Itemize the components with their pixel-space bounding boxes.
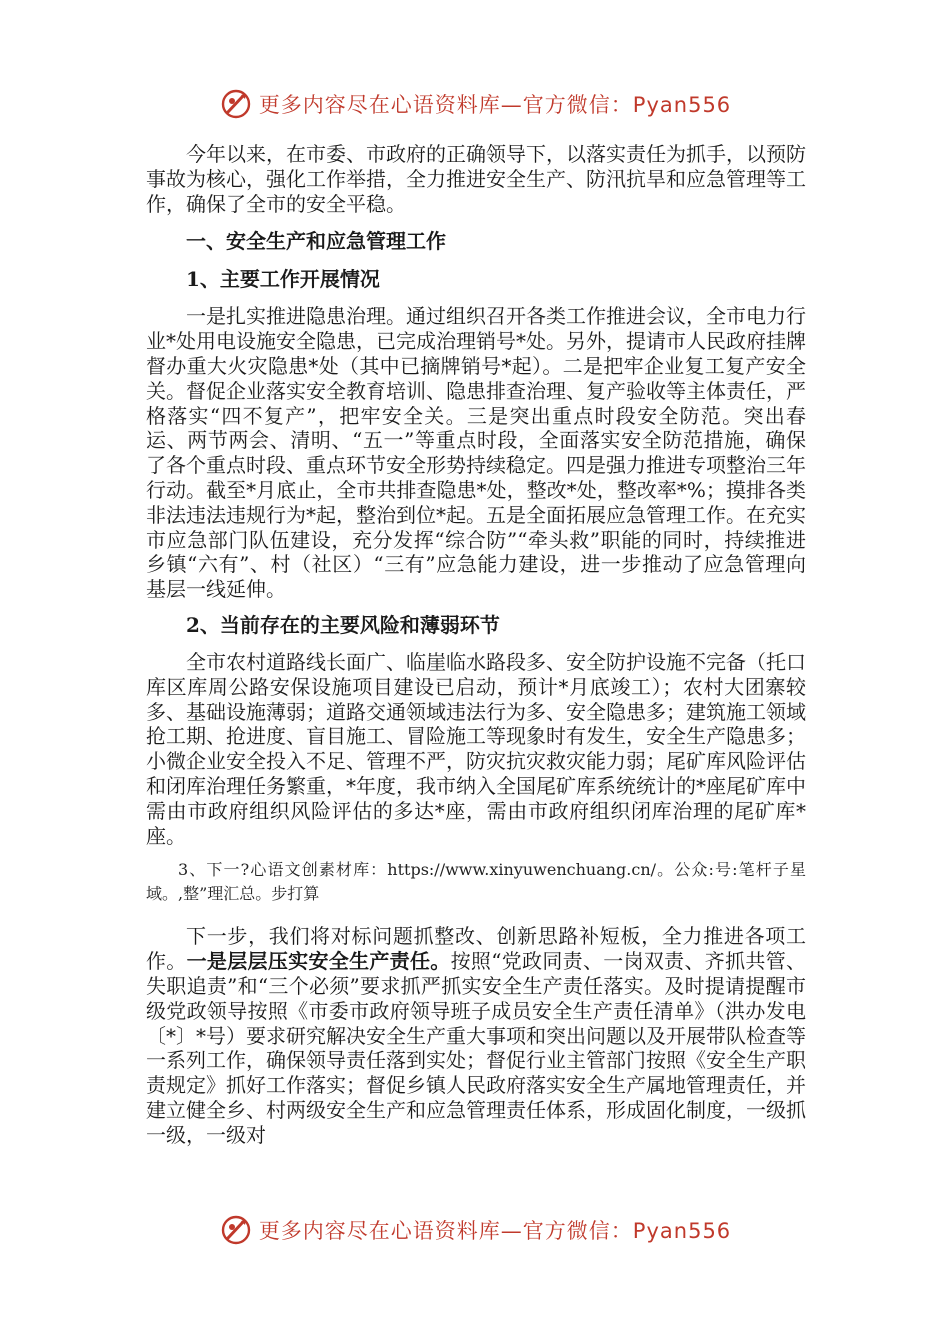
paragraph-next-steps — [146, 924, 806, 1147]
banner-text: 更多内容尽在心语资料库—官方微信：Pyan556 — [258, 93, 732, 117]
paragraph-risks: 全市农村道路线长面广、临崖临水路段多、安全防护设施不完备（托口库区库周公路安保设施项目建设已启动，预计*月底竣工）；农村大团寨较多、基础设施薄弱；道路交通领域违法行为多、安全隐患多；建筑施工领域抢工期、抢进度、盲目施工、冒险施工等现象时有发生，安全生产隐患多；小微企业安全投入不足、管理不严，防灾抗灾救灾能力弱；尾矿库风险评估和闭库治理任务繁重，*年度，我市纳入全国尾矿库系统统计的*座尾矿库中需由市政府组织风险评估的多达*座，需由市政府组织闭库治理的尾矿库*座。 — [146, 649, 806, 848]
inserted-note: 3、下一?心语文创素材库：https://www.xinyuwenchuang.cn/。公众:号:笔杆子星域。,整”理汇总。步打算 — [146, 860, 806, 904]
next-steps-body: 按照“党政同责、一岗双责、齐抓共管、失职追责”和“三个必须”要求抓严抓实安全生产责任落实。及时提请提醒市级党政领导按照《市委市政府领导班子成员安全生产责任清单》（洪办发电〔*〕*号）要求研究解决安全生产重大事项和突出问题以及开展带队检查等一系列工作，确保领导责任落到实处；督促行业主管部门按照《安全生产职责规定》抓好工作落实；督促乡镇人民政府落实安全生产属地管理责任，并建立健全乡、村两级安全生产和应急管理责任体系，形成固化制度，一级抓一级，一级对 — [146, 949, 807, 1147]
section-heading-1: 一、安全生产和应急管理工作 — [186, 229, 446, 254]
banner-text: 更多内容尽在心语资料库—官方微信：Pyan556 — [258, 1219, 732, 1243]
pen-logo-icon — [219, 1213, 253, 1247]
next-steps-bold-lead: 一是层层压实安全生产责任。 — [186, 949, 451, 974]
intro-paragraph: 今年以来，在市委、市政府的正确领导下，以落实责任为抓手，以预防事故为核心，强化工作举措，全力推进安全生产、防汛抗旱和应急管理等工作，确保了全市的安全平稳。 — [146, 142, 806, 216]
document-body — [146, 142, 806, 1148]
paragraph-main-work: 一是扎实推进隐患治理。通过组织召开各类工作推进会议，全市电力行业*处用电设施安全隐患，已完成治理销号*处。另外，提请市人民政府挂牌督办重大火灾隐患*处（其中已摘牌销号*起）。二是把牢企业复工复产安全关。督促企业落实安全教育培训、隐患排查治理、复产验收等主体责任，严格落实“四不复产”，把牢安全关。三是突出重点时段安全防范。突出春运、两节两会、清明、“五一”等重点时段，全面落实安全防范措施，确保了各个重点时段、重点环节安全形势持续稳定。四是强力推进专项整治三年行动。截至*月底止，全市共排查隐患*处，整改*处，整改率*%；摸排各类非法违法违规行为*起，整治到位*起。五是全面拓展应急管理工作。在充实市应急部门队伍建设，充分发挥“综合防”“牵头救”职能的同时，持续推进乡镇“六有”、村（社区）“三有”应急能力建设，进一步推动了应急管理向基层一线延伸。 — [146, 304, 806, 602]
next-steps-intro: 下一步，我们将对标问题抓整改、创新思路补短板，全力推进各项工作。 — [146, 924, 806, 974]
subsection-heading-1-2: 2、当前存在的主要风险和薄弱环节 — [186, 612, 500, 637]
subsection-heading-1-1: 1、主要工作开展情况 — [186, 267, 380, 292]
header-banner — [0, 84, 950, 124]
footer-banner — [0, 1210, 950, 1250]
pen-logo-icon — [219, 87, 253, 121]
